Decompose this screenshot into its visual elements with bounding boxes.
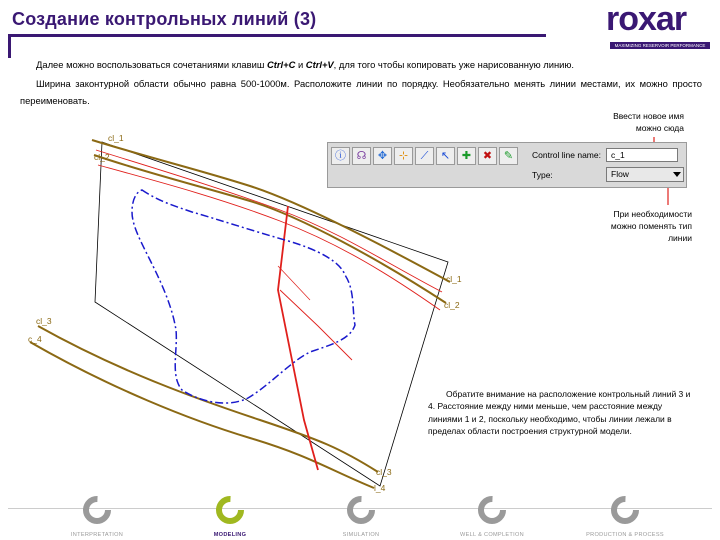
control-line-name-label: Control line name: (532, 150, 601, 160)
move-icon[interactable]: ✥ (373, 147, 392, 165)
fault-line-main (278, 206, 318, 470)
label-c4-left: c_4 (28, 334, 42, 344)
info-icon[interactable]: ⓘ (331, 147, 350, 165)
type-select[interactable] (606, 167, 684, 182)
label-cl2-right: cl_2 (444, 300, 460, 310)
label-cl2-left: cl_2 (94, 152, 110, 162)
stage-label-interpretation: INTERPRETATION (70, 532, 124, 538)
type-select-value: Flow (611, 169, 629, 179)
shortcut-copy: Ctrl+C (266, 59, 296, 70)
type-label: Type: (532, 170, 553, 180)
intro-text-2: , для того чтобы копировать уже нарисованную линию. (333, 59, 575, 70)
name-callout-text: Ввести новое имя можно сюда (613, 111, 684, 133)
logo-tagline: MAXIMIZING RESERVOIR PERFORMANCE (610, 42, 710, 49)
stage-label-simulation: SIMULATION (342, 532, 380, 538)
shortcut-paste: Ctrl+V (305, 59, 334, 70)
label-l4-right: l_4 (374, 483, 386, 493)
chevron-down-icon[interactable] (673, 172, 681, 177)
select-icon[interactable]: ⊹ (394, 147, 413, 165)
draw-line-icon[interactable]: ⟋ (415, 147, 434, 165)
label-cl3-left: cl_3 (36, 316, 52, 326)
note-text: Обратите внимание на расположение контрольный линий 3 и 4. Расстояние между ними меньше, чем расстояние между линиями 1 и 2, поскольку необходимо, чтобы линии лежали в пределах области построения структурной модели. (428, 389, 691, 436)
note-paragraph (428, 388, 696, 437)
add-node-icon[interactable]: ✚ (457, 147, 476, 165)
stage-label-production-process: PRODUCTION & PROCESS (586, 532, 664, 538)
page-title: Создание контрольных линий (3) (12, 9, 317, 29)
stage-cycle-icon (81, 494, 113, 526)
control-line-3 (38, 326, 378, 472)
fault-line-branch-2 (278, 266, 310, 300)
label-cl1-right: cl_1 (446, 274, 462, 284)
edit-node-icon[interactable]: ✎ (499, 147, 518, 165)
intro-text-1: Далее можно воспользоваться сочетаниями клавиш (36, 59, 267, 70)
model-boundary (132, 190, 355, 403)
stage-cycle-icon (214, 494, 246, 526)
stage-cycle-icon (476, 494, 508, 526)
stage-cycle-icon (345, 494, 377, 526)
control-line-4 (30, 342, 374, 488)
stage-label-well-completion: WELL & COMPLETION (460, 532, 524, 538)
delete-node-icon[interactable]: ✖ (478, 147, 497, 165)
magnet-icon[interactable]: ☊ (352, 147, 371, 165)
logo-word: roxar (606, 0, 687, 38)
select-node-icon[interactable]: ↖ (436, 147, 455, 165)
width-text: Ширина законтурной области обычно равна 500-1000м. Расположите линии по порядку. Необязательно менять линии местами, их можно просто переименовать. (20, 78, 702, 106)
stage-cycle-icon (609, 494, 641, 526)
label-cl3-right: cl_3 (376, 467, 392, 477)
type-callout-text: При необходимости можно поменять тип линии (610, 209, 692, 243)
label-cl1-left: cl_1 (108, 133, 124, 143)
control-line-name-input[interactable]: c_1 (606, 148, 678, 162)
intro-text-and: и (295, 59, 306, 70)
stage-label-modeling: MODELING (213, 532, 247, 538)
